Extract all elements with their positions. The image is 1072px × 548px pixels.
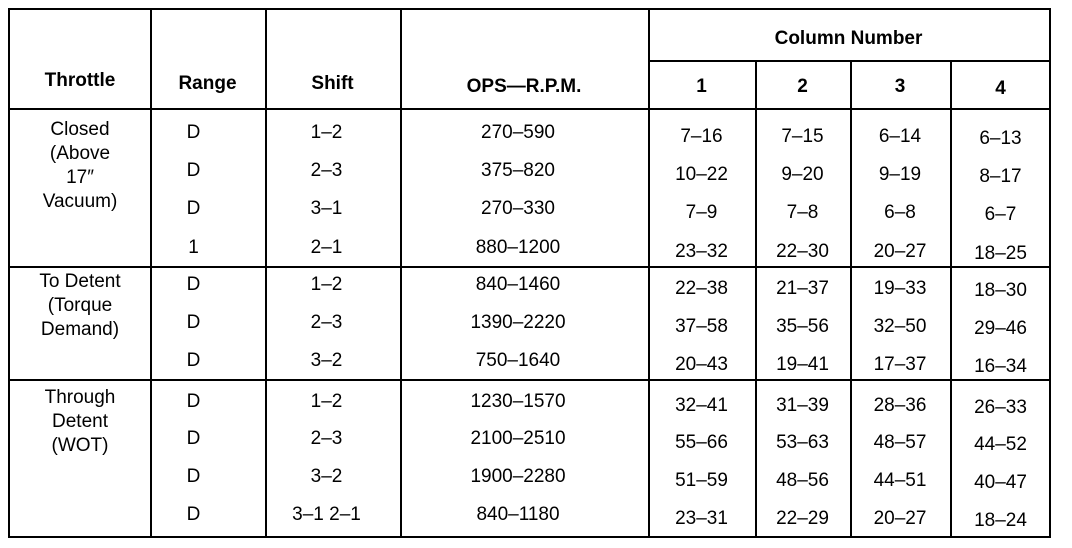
cell-c4: 18–25 xyxy=(974,243,1027,264)
throttle-line: 17″ xyxy=(66,167,94,188)
cell-c1: 23–31 xyxy=(675,508,728,529)
throttle-line: (WOT) xyxy=(51,435,109,456)
cell-shift: 2–3 xyxy=(310,312,343,333)
cell-range: D xyxy=(186,428,201,449)
header-range: Range xyxy=(178,73,237,94)
throttle-line: (Above xyxy=(49,143,111,164)
cell-c1: 55–66 xyxy=(675,432,728,453)
cell-c1: 23–32 xyxy=(675,241,728,262)
cell-c3: 6–8 xyxy=(884,202,916,223)
cell-c2: 48–56 xyxy=(776,470,829,491)
cell-c4: 18–24 xyxy=(974,510,1027,531)
cell-c4: 40–47 xyxy=(974,472,1027,493)
cell-ops: 270–590 xyxy=(481,122,555,143)
cell-c3: 9–19 xyxy=(878,164,922,185)
cell-c1: 22–38 xyxy=(675,278,728,299)
header-throttle: Throttle xyxy=(44,70,116,91)
cell-c3: 28–36 xyxy=(873,395,927,416)
cell-ops: 1390–2220 xyxy=(470,312,566,333)
subheader-divider xyxy=(648,60,1049,62)
cell-c3: 17–37 xyxy=(873,354,927,375)
cell-c3: 20–27 xyxy=(873,508,927,529)
throttle-line: Demand) xyxy=(40,319,120,340)
cell-range: D xyxy=(186,122,201,143)
cell-range: D xyxy=(186,350,201,371)
cell-ops: 270–330 xyxy=(481,198,555,219)
cell-ops: 1230–1570 xyxy=(470,391,566,412)
throttle-group-3 xyxy=(10,386,150,458)
cell-c3: 6–14 xyxy=(878,126,922,147)
cell-c2: 9–20 xyxy=(781,164,824,185)
header-col-1: 1 xyxy=(696,76,707,97)
cell-range: D xyxy=(186,466,201,487)
cell-c1: 51–59 xyxy=(675,470,728,491)
cell-range: D xyxy=(186,391,201,412)
cell-ops: 880–1200 xyxy=(475,237,561,258)
cell-c1: 10–22 xyxy=(675,164,728,185)
header-column-number: Column Number xyxy=(774,28,923,49)
group-divider xyxy=(10,379,1049,381)
throttle-group-1 xyxy=(10,118,150,214)
cell-shift: 3–1 2–1 xyxy=(292,504,361,525)
cell-c2: 19–41 xyxy=(776,354,829,375)
cell-shift: 1–2 xyxy=(310,122,343,143)
header-divider xyxy=(10,108,1049,110)
cell-ops: 375–820 xyxy=(481,160,555,181)
cell-shift: 2–3 xyxy=(310,428,343,449)
cell-range: D xyxy=(186,504,201,525)
cell-c4: 6–13 xyxy=(979,128,1022,149)
cell-ops: 1900–2280 xyxy=(470,466,566,487)
header-col-2: 2 xyxy=(797,76,808,97)
cell-c4: 44–52 xyxy=(974,434,1027,455)
throttle-line: Vacuum) xyxy=(42,191,118,212)
cell-shift: 2–1 xyxy=(310,237,343,258)
cell-c2: 35–56 xyxy=(776,316,829,337)
cell-c4: 8–17 xyxy=(979,166,1022,187)
cell-shift: 1–2 xyxy=(310,391,343,412)
cell-c1: 32–41 xyxy=(675,395,728,416)
cell-c4: 6–7 xyxy=(984,204,1017,225)
cell-c1: 7–9 xyxy=(685,202,718,223)
shift-speed-table xyxy=(8,8,1051,538)
cell-c3: 19–33 xyxy=(873,278,927,299)
cell-c3: 48–57 xyxy=(873,432,927,453)
cell-shift: 3–2 xyxy=(310,466,343,487)
throttle-line: Through xyxy=(44,387,116,408)
cell-c2: 21–37 xyxy=(776,278,829,299)
cell-ops: 2100–2510 xyxy=(470,428,566,449)
header-ops-rpm: OPS—R.P.M. xyxy=(466,76,582,97)
cell-ops: 840–1460 xyxy=(475,274,561,295)
cell-c2: 22–29 xyxy=(776,508,829,529)
cell-c4: 26–33 xyxy=(974,397,1027,418)
cell-range: D xyxy=(186,312,201,333)
cell-c4: 16–34 xyxy=(974,356,1027,377)
cell-c3: 44–51 xyxy=(873,470,927,491)
cell-c1: 7–16 xyxy=(680,126,723,147)
header-shift: Shift xyxy=(311,73,354,94)
cell-c1: 37–58 xyxy=(675,316,728,337)
throttle-line: Detent xyxy=(52,411,108,432)
throttle-group-2 xyxy=(10,270,150,342)
cell-c3: 20–27 xyxy=(873,241,927,262)
cell-c2: 31–39 xyxy=(776,395,829,416)
header-col-4: 4 xyxy=(995,78,1006,99)
cell-shift: 1–2 xyxy=(310,274,343,295)
cell-c4: 18–30 xyxy=(974,280,1027,301)
cell-shift: 3–2 xyxy=(310,350,343,371)
header-col-3: 3 xyxy=(894,76,906,97)
cell-c1: 20–43 xyxy=(675,354,728,375)
cell-ops: 750–1640 xyxy=(475,350,561,371)
cell-range: 1 xyxy=(188,237,199,258)
cell-range: D xyxy=(186,198,201,219)
cell-ops: 840–1180 xyxy=(476,504,560,525)
cell-c2: 53–63 xyxy=(776,432,829,453)
group-divider xyxy=(10,266,1049,268)
cell-c2: 7–15 xyxy=(781,126,824,147)
cell-range: D xyxy=(186,160,201,181)
cell-c2: 7–8 xyxy=(786,202,819,223)
throttle-line: To Detent xyxy=(39,271,121,292)
cell-shift: 3–1 xyxy=(310,198,343,219)
cell-c3: 32–50 xyxy=(873,316,927,337)
cell-c4: 29–46 xyxy=(974,318,1027,339)
cell-shift: 2–3 xyxy=(310,160,343,181)
cell-range: D xyxy=(186,274,201,295)
throttle-line: (Torque xyxy=(47,295,113,316)
cell-c2: 22–30 xyxy=(776,241,829,262)
throttle-line: Closed xyxy=(50,119,110,140)
